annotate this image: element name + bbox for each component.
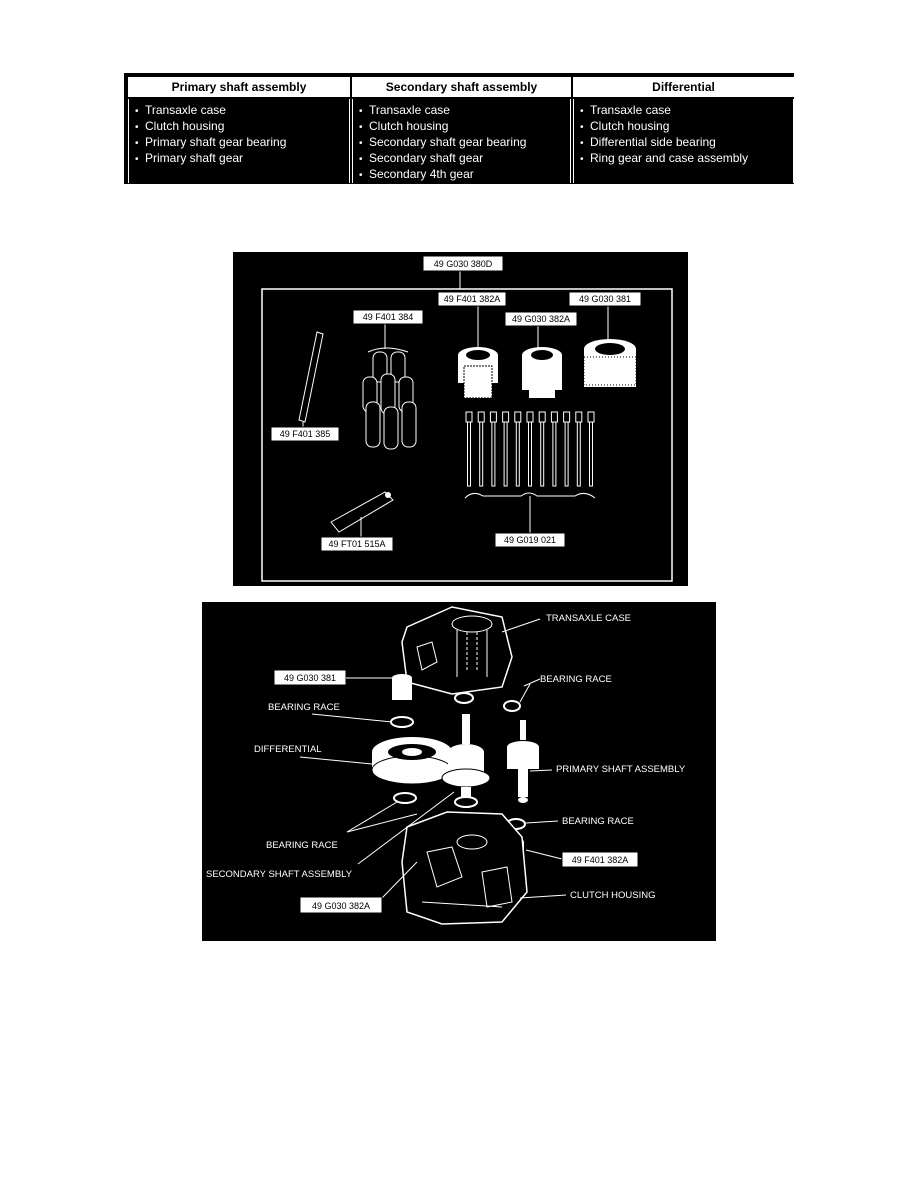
column-header: Secondary shaft assembly bbox=[352, 77, 571, 97]
list-item: • Differential side bearing bbox=[580, 135, 787, 151]
transaxle-exploded-view bbox=[202, 602, 716, 941]
guide-pin bbox=[516, 422, 519, 486]
svg-text:49 G030 381: 49 G030 381 bbox=[578, 294, 632, 304]
differential-drawing bbox=[372, 737, 452, 784]
list-item: • Primary shaft gear bbox=[135, 151, 343, 167]
svg-text:49 G030 382A: 49 G030 382A bbox=[511, 314, 571, 324]
primary-shaft-drawing bbox=[507, 720, 539, 803]
sleeve-set bbox=[363, 324, 416, 449]
guide-pin-head bbox=[551, 412, 557, 422]
handle-tool bbox=[331, 492, 393, 538]
label-set-number bbox=[423, 256, 503, 271]
guide-pin-head bbox=[515, 412, 521, 422]
list-item: • Secondary shaft gear bearing bbox=[359, 135, 564, 151]
guide-pin-head bbox=[466, 412, 472, 422]
label-sleeves bbox=[353, 310, 423, 324]
label-bearing-race-right: BEARING RACE bbox=[562, 816, 634, 827]
guide-pin bbox=[553, 422, 556, 486]
label-bearing-race-bottom: BEARING RACE bbox=[266, 840, 338, 851]
svg-text:49 G030 382A: 49 G030 382A bbox=[311, 901, 371, 911]
special-tool-set-figure bbox=[233, 252, 688, 586]
svg-text:49 F401 385: 49 F401 385 bbox=[279, 429, 331, 439]
table-column-secondary bbox=[352, 77, 571, 183]
guide-pin-head bbox=[588, 412, 594, 422]
svg-text:49 G030 380D: 49 G030 380D bbox=[433, 259, 493, 269]
guide-pin bbox=[529, 422, 532, 486]
list-item: • Transaxle case bbox=[135, 103, 343, 119]
guide-pin-head bbox=[490, 412, 496, 422]
guide-pin bbox=[468, 422, 471, 486]
list-item: • Secondary 4th gear bbox=[359, 167, 564, 183]
guide-pin bbox=[541, 422, 544, 486]
guide-pin-head bbox=[564, 412, 570, 422]
adapter-tool-drawing bbox=[392, 674, 412, 700]
label-tool-top bbox=[274, 670, 346, 685]
label-pins bbox=[495, 533, 565, 547]
guide-pin bbox=[590, 422, 593, 486]
label-clutch-housing: CLUTCH HOUSING bbox=[570, 890, 656, 901]
label-bearing-race-top: BEARING RACE bbox=[540, 674, 612, 685]
guide-pin bbox=[504, 422, 507, 486]
rod-tool bbox=[299, 332, 323, 428]
svg-text:49 FT01 515A: 49 FT01 515A bbox=[328, 539, 386, 549]
list-item: • Secondary shaft gear bbox=[359, 151, 564, 167]
svg-text:49 F401 382A: 49 F401 382A bbox=[443, 294, 501, 304]
guide-pin bbox=[480, 422, 483, 486]
label-adapter-a bbox=[438, 292, 506, 306]
label-secondary-shaft: SECONDARY SHAFT ASSEMBLY bbox=[206, 869, 353, 880]
clutch-housing-drawing bbox=[402, 812, 527, 924]
list-item: • Clutch housing bbox=[580, 119, 787, 135]
label-adapter-c bbox=[569, 292, 641, 306]
list-item: • Ring gear and case assembly bbox=[580, 151, 787, 167]
list-item: • Transaxle case bbox=[580, 103, 787, 119]
svg-text:49 G019 021: 49 G019 021 bbox=[503, 535, 557, 545]
svg-text:49 F401 382A: 49 F401 382A bbox=[571, 855, 629, 865]
guide-pin-head bbox=[576, 412, 582, 422]
label-transaxle-case: TRANSAXLE CASE bbox=[546, 613, 631, 624]
label-differential: DIFFERENTIAL bbox=[254, 744, 322, 755]
table-column-differential bbox=[573, 77, 794, 183]
guide-pin bbox=[577, 422, 580, 486]
label-tool-right bbox=[562, 852, 638, 867]
list-item: • Transaxle case bbox=[359, 103, 564, 119]
guide-pin-head bbox=[527, 412, 533, 422]
table-column-primary bbox=[128, 77, 350, 183]
label-rod bbox=[271, 427, 339, 441]
label-adapter-b bbox=[505, 312, 577, 326]
list-item: • Clutch housing bbox=[135, 119, 343, 135]
label-handle bbox=[321, 537, 393, 551]
svg-text:49 F401 384: 49 F401 384 bbox=[362, 312, 414, 322]
guide-pin-head bbox=[478, 412, 484, 422]
label-bearing-race-left: BEARING RACE bbox=[268, 702, 340, 713]
list-item: • Primary shaft gear bearing bbox=[135, 135, 343, 151]
svg-text:49 G030 381: 49 G030 381 bbox=[283, 673, 337, 683]
guide-pin-set bbox=[466, 412, 594, 486]
guide-pin bbox=[565, 422, 568, 486]
adapter-tool-c bbox=[584, 305, 636, 387]
adapter-tool-b bbox=[522, 325, 562, 398]
guide-pin-head bbox=[503, 412, 509, 422]
label-primary-shaft: PRIMARY SHAFT ASSEMBLY bbox=[556, 764, 686, 775]
column-header: Primary shaft assembly bbox=[128, 77, 350, 97]
list-item: • Clutch housing bbox=[359, 119, 564, 135]
guide-pin bbox=[492, 422, 495, 486]
guide-pin-head bbox=[539, 412, 545, 422]
adapter-tool-a bbox=[458, 305, 498, 398]
transaxle-case-drawing bbox=[402, 607, 540, 694]
bearing-removal-table bbox=[124, 73, 794, 184]
column-header: Differential bbox=[573, 77, 794, 97]
label-tool-bottom bbox=[300, 897, 382, 913]
